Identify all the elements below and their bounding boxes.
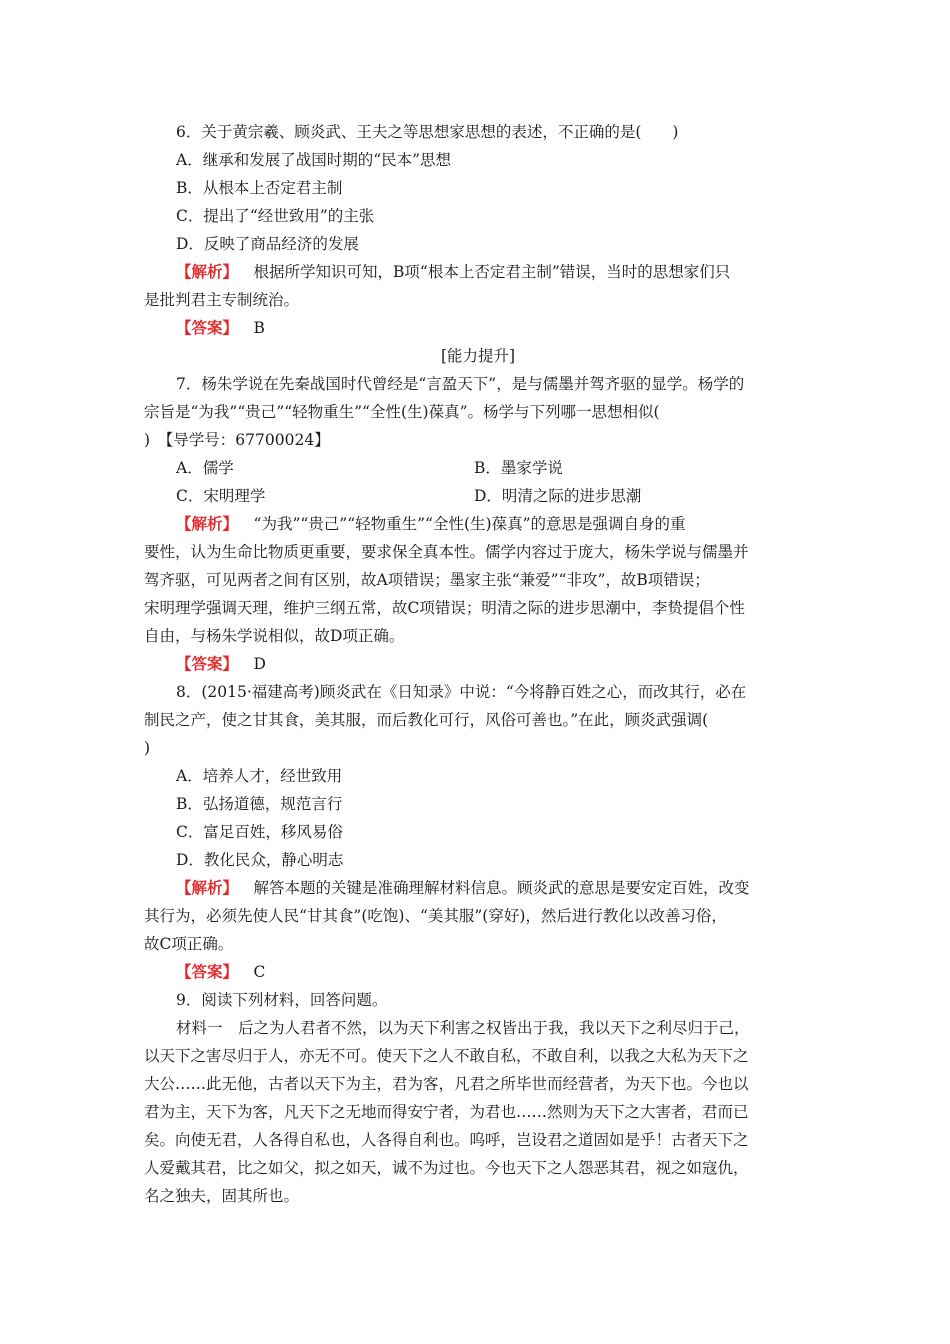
q9-stem: 9．阅读下列材料，回答问题。 <box>176 991 388 1009</box>
q6-analysis-cont: 是批判君主专制统治。 <box>144 291 300 309</box>
q7-answer-line <box>144 650 812 678</box>
q6-analysis-line <box>144 258 812 286</box>
q7-analysis-cont-2: 驾齐驱，可见两者之间有区别，故A项错误；墨家主张“兼爱”“非攻”，故B项错误； <box>144 571 710 589</box>
q8-analysis-line <box>144 874 812 902</box>
q8-option-c: C．富足百姓，移风易俗 <box>176 823 343 841</box>
answer-tag: 【答案】 <box>176 962 239 981</box>
q6-option-b: B．从根本上否定君主制 <box>176 179 343 197</box>
q8-analysis-text: 解答本题的关键是准确理解材料信息。顾炎武的意思是要安定百姓，改变 <box>253 879 750 897</box>
q7-stem-2: 宗旨是“为我”“贵己”“轻物重生”“全性(生)葆真”。杨学与下列哪一思想相似( <box>144 403 660 421</box>
q8-option-a: A．培养人才，经世致用 <box>176 767 343 785</box>
q7-options-row-1 <box>144 454 812 482</box>
q7-analysis-cont-3: 宋明理学强调天理，维护三纲五常，故C项错误；明清之际的进步思潮中，李贽提倡个性 <box>144 599 745 617</box>
q8-option-d: D．教化民众，静心明志 <box>176 851 344 869</box>
document-page <box>144 118 812 1210</box>
answer-tag: 【答案】 <box>176 318 239 337</box>
q9-material-6: 人爱戴其君，比之如父，拟之如天，诚不为过也。今也天下之人怨恶其君，视之如寇仇， <box>144 1159 749 1177</box>
q8-analysis-cont-2: 故C项正确。 <box>144 935 234 953</box>
q7-stem-1: 7．杨朱学说在先秦战国时代曾经是“言盈天下”，是与儒墨并驾齐驱的显学。杨学的 <box>176 375 745 393</box>
q7-option-b: B．墨家学说 <box>474 459 563 477</box>
q7-analysis-cont-4: 自由，与杨朱学说相似，故D项正确。 <box>144 627 405 645</box>
q7-option-c: C．宋明理学 <box>176 487 266 505</box>
q8-analysis-cont-1: 其行为，必须先使人民“甘其食”(吃饱)、“美其服”(穿好)，然后进行教化以改善习俗， <box>144 907 727 925</box>
q7-analysis-cont-1: 要性，认为生命比物质更重要，要求保全真本性。儒学内容过于庞大，杨朱学说与儒墨并 <box>144 543 749 561</box>
q8-answer-line <box>144 958 812 986</box>
q7-stem-3: ) 【导学号：67700024】 <box>144 431 330 449</box>
q8-option-b: B．弘扬道德，规范言行 <box>176 795 343 813</box>
q6-answer-line <box>144 314 812 342</box>
section-title: [能力提升] <box>440 347 516 365</box>
q8-stem-2: 制民之产，使之甘其食，美其服，而后教化可行，风俗可善也。”在此，顾炎武强调( <box>144 711 709 729</box>
q9-material-5: 矣。向使无君，人各得自私也，人各得自利也。呜呼，岂设君之道固如是乎！古者天下之 <box>144 1131 749 1149</box>
q7-analysis-line <box>144 510 812 538</box>
q9-material-4: 君为主，天下为客，凡天下之无地而得安宁者，为君也……然则为天下之大害者，君而已 <box>144 1103 749 1121</box>
q6-answer: B <box>253 319 265 337</box>
q6-option-d: D．反映了商品经济的发展 <box>176 235 359 253</box>
q8-stem-3: ) <box>144 739 151 757</box>
q6-stem: 6．关于黄宗羲、顾炎武、王夫之等思想家思想的表述，不正确的是( ) <box>176 123 679 141</box>
q9-material-3: 大公……此无他，古者以天下为主，君为客，凡君之所毕世而经营者，为天下也。今也以 <box>144 1075 749 1093</box>
analysis-tag: 【解析】 <box>176 878 239 897</box>
q6-option-c: C．提出了“经世致用”的主张 <box>176 207 375 225</box>
q8-answer: C <box>253 963 266 981</box>
q7-option-d: D．明清之际的进步思潮 <box>474 487 642 505</box>
q6-option-a: A．继承和发展了战国时期的“民本”思想 <box>176 151 452 169</box>
q7-answer: D <box>253 655 266 673</box>
analysis-tag: 【解析】 <box>176 514 239 533</box>
answer-tag: 【答案】 <box>176 654 239 673</box>
q7-options-row-2 <box>144 482 812 510</box>
q8-stem-1: 8．(2015·福建高考)顾炎武在《日知录》中说：“今将静百姓之心，而改其行，必在 <box>176 683 747 701</box>
q9-material-7: 名之独夫，固其所也。 <box>144 1187 300 1205</box>
q6-analysis-text: 根据所学知识可知，B项“根本上否定君主制”错误，当时的思想家们只 <box>253 263 731 281</box>
q7-analysis-text: “为我”“贵己”“轻物重生”“全性(生)葆真”的意思是强调自身的重 <box>253 515 686 533</box>
q7-option-a: A．儒学 <box>176 459 234 477</box>
q9-material-1: 材料一 后之为人君者不然，以为天下利害之权皆出于我，我以天下之利尽归于己， <box>176 1019 750 1037</box>
q9-material-2: 以天下之害尽归于人，亦无不可。使天下之人不敢自私，不敢自利，以我之大私为天下之 <box>144 1047 749 1065</box>
analysis-tag: 【解析】 <box>176 262 239 281</box>
